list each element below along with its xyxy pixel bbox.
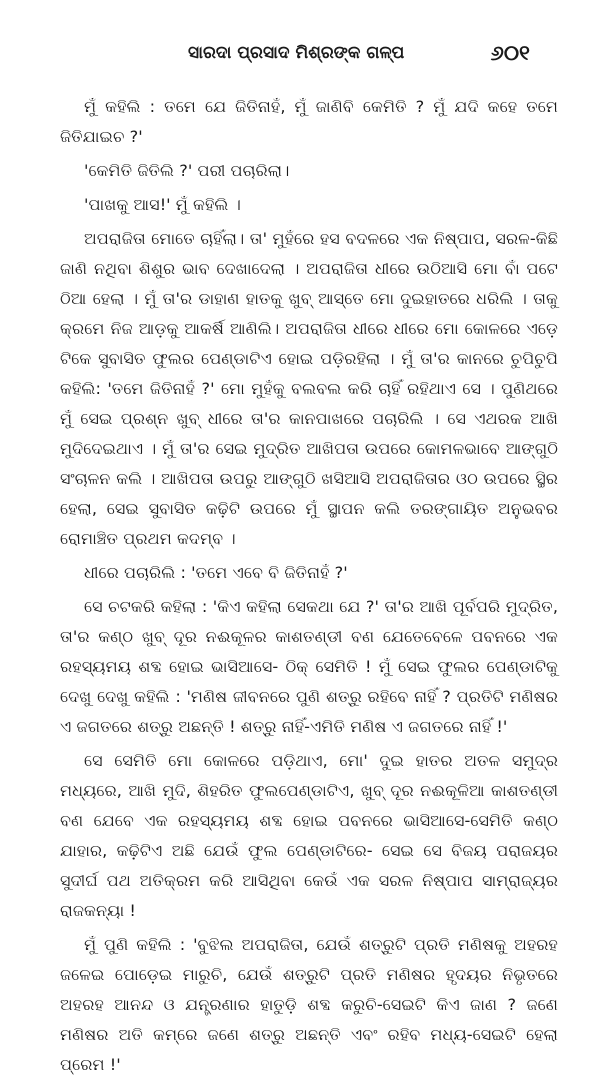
page-header xyxy=(62,38,530,68)
paragraph: ମୁଁ କହିଲି : ତମେ ଯେ ଜିତିନାହଁ, ମୁଁ ଜାଣିବି କେମିତି ? ମୁଁ ଯଦି କହେ ତମେ ଜିତିଯାଇଚ ?' xyxy=(60,97,558,146)
paragraph: ଅପରାଜିତା ମୋତେ ଚାହିଁଲା। ତା' ମୁହଁରେ ହସ ବଦଳରେ ଏକ ନିଷ୍ପାପ, ସରଳ-କିଛି ଜାଣି ନଥିବା ଶିଶୁର ଭାବ ଦେଖାଦେଲା । ଅପରାଜିତା ଧୀରେ ଉଠିଆସି ମୋ ବାଁ ପଟେ ଠିଆ ହେଲା । ମୁଁ ତା'ର ଡାହାଣ ହାତକୁ ଖୁବ୍ ଆସ୍ତେ ମୋ ଦୁଇହାତରେ ଧରିଲି । ତାକୁ କ୍ରମେ ନିଜ ଆଡ଼କୁ ଆକର୍ଷି ଆଣିଲି। ଅପରାଜିତା ଧୀରେ ଧୀରେ ମୋ କୋଳରେ ଏଡ଼େ ଟିକେ ସୁବାସିତ ଫୁଲର ପେଣ୍ଡାଟିଏ ହୋଇ ପଡ଼ିରହିଲା । ମୁଁ ତା'ର କାନରେ ଚୁପିଚୁପି କହିଲି: 'ତମେ ଜିତିନାହଁ ?' ମୋ ମୁହଁକୁ ବଲବଲ କରି ଚାହିଁ ରହିଥାଏ ସେ । ପୁଣିଥରେ ମୁଁ ସେଇ ପ୍ରଶ୍ନ ଖୁବ୍ ଧୀରେ ତା'ର କାନପାଖରେ ପଚାରିଲି । ସେ ଏଥରକ ଆଖି ମୁଦିଦେଇଥାଏ । ମୁଁ ତା'ର ସେଇ ମୁଦ୍ରିତ ଆଖିପତା ଉପରେ କୋମଳଭାବେ ଆଙ୍ଗୁଠି ସଂଚାଳନ କଲି । ଆଖିପତା ଉପରୁ ଆଙ୍ଗୁଠି ଖସିଆସି ଅପରାଜିତାର ଓଠ ଉପରେ ସ୍ଥିର ହେଲା, ସେଇ ସୁବାସିତ କଢ଼ିଟି ଉପରେ ମୁଁ ସ୍ଥାପନ କଲି ତରଙ୍ଗାୟିତ ଅନୁଭବର ରୋମାଞ୍ଚିତ ପ୍ରଥମ କଦମ୍ବ । xyxy=(60,229,558,548)
paragraph: ସେ ସେମିତି ମୋ କୋଳରେ ପଡ଼ିଥାଏ, ମୋ' ଦୁଇ ହାତର ଅତଳ ସମୁଦ୍ର ମଧ୍ୟରେ, ଆଖି ମୁଦି, ଶିହରିତ ଫୁଲପେଣ୍ଡାଟିଏ, ଖୁବ୍ ଦୂର ନଈକୂଳିଆ କାଶତଣ୍ଡୀ ବଣ ଯେବେ ଏକ ରହସ୍ୟମୟ ଶବ୍ଦ ହୋଇ ପବନରେ ଭାସିଆସେ-ସେମିତି କଣ୍ଠ ଯାହାର, କଢ଼ିଟିଏ ଅଛି ଯେଉଁ ଫୁଲ ପେଣ୍ଡାଟିରେ- ସେଇ ସେ ବିଜୟ ପରାଜୟର ସୁଦୀର୍ଘ ପଥ ଅତିକ୍ରମ କରି ଆସିଥିବା କେଉଁ ଏକ ସରଳ ନିଷ୍ପାପ ସାମ୍ରାଜ୍ୟର ରାଜକନ୍ୟା ! xyxy=(60,751,558,920)
paragraph: 'ପାଖକୁ ଆସ!' ମୁଁ କହିଲି । xyxy=(84,195,241,214)
paragraph: ସେ ଚଟକରି କହିଲା : 'କିଏ କହିଲା ସେକଥା ଯେ ?' ତା'ର ଆଖି ପୂର୍ବପରି ମୁଦ୍ରିତ, ତା'ର କଣ୍ଠ ଖୁବ୍ ଦୂର ନଈକୂଳର କାଶତଣ୍ଡୀ ବଣ ଯେତେବେଳେ ପବନରେ ଏକ ରହସ୍ୟମୟ ଶବ୍ଦ ହୋଇ ଭାସିଆସେ- ଠିକ୍ ସେମିତି ! ମୁଁ ସେଇ ଫୁଲର ପେଣ୍ଡାଟିକୁ ଦେଖୁ ଦେଖୁ କହିଲି : 'ମଣିଷ ଜୀବନରେ ପୁଣି ଶତ୍ରୁ ରହିବେ ନାହିଁ ? ପ୍ରତିଟି ମଣିଷର ଏ ଜଗତରେ ଶତ୍ରୁ ଅଛନ୍ତି ! ଶତ୍ରୁ ନାହିଁ-ଏମିତି ମଣିଷ ଏ ଜଗତରେ ନାହିଁ !' xyxy=(60,597,558,736)
paragraph: ମୁଁ ପୁଣି କହିଲି : 'ବୁଝିଲ ଅପରାଜିତା, ଯେଉଁ ଶତ୍ରୁଟି ପ୍ରତି ମଣିଷକୁ ଅହରହ ଜଳେଇ ପୋଡ଼େଇ ମାରୁଚି, ଯେଉଁ ଶତ୍ରୁଟି ପ୍ରତି ମଣିଷର ହୃଦୟର ନିଭୃତରେ ଅହରହ ଆନନ୍ଦ ଓ ଯନ୍ତ୍ରଣାର ହାତୁଡ଼ି ଶବ୍ଦ କରୁଚି-ସେଇଟି କିଏ ଜାଣ ? ଜଣେ ମଣିଷର ଅତି କମ୍‌ରେ ଜଣେ ଶତ୍ରୁ ଅଛନ୍ତି ଏବଂ ରହିବ ମଧ୍ୟ-ସେଇଟି ହେଲା ପ୍ରେମ !' xyxy=(60,935,558,1074)
page-number: ୬୦୧ xyxy=(490,41,530,65)
paragraph: 'କେମିତି ଜିତିଲି ?' ପରୀ ପଚାରିଲା। xyxy=(84,161,290,180)
running-head: ସାରଦା ପ୍ରସାଦ ମିଶ୍ରଙ୍କ ଗଳ୍ପ xyxy=(188,43,405,63)
page-body xyxy=(60,92,558,1084)
paragraph: ଧୀରେ ପଚାରିଲି : 'ତମେ ଏବେ ବି ଜିତିନାହଁ ?' xyxy=(84,563,348,582)
